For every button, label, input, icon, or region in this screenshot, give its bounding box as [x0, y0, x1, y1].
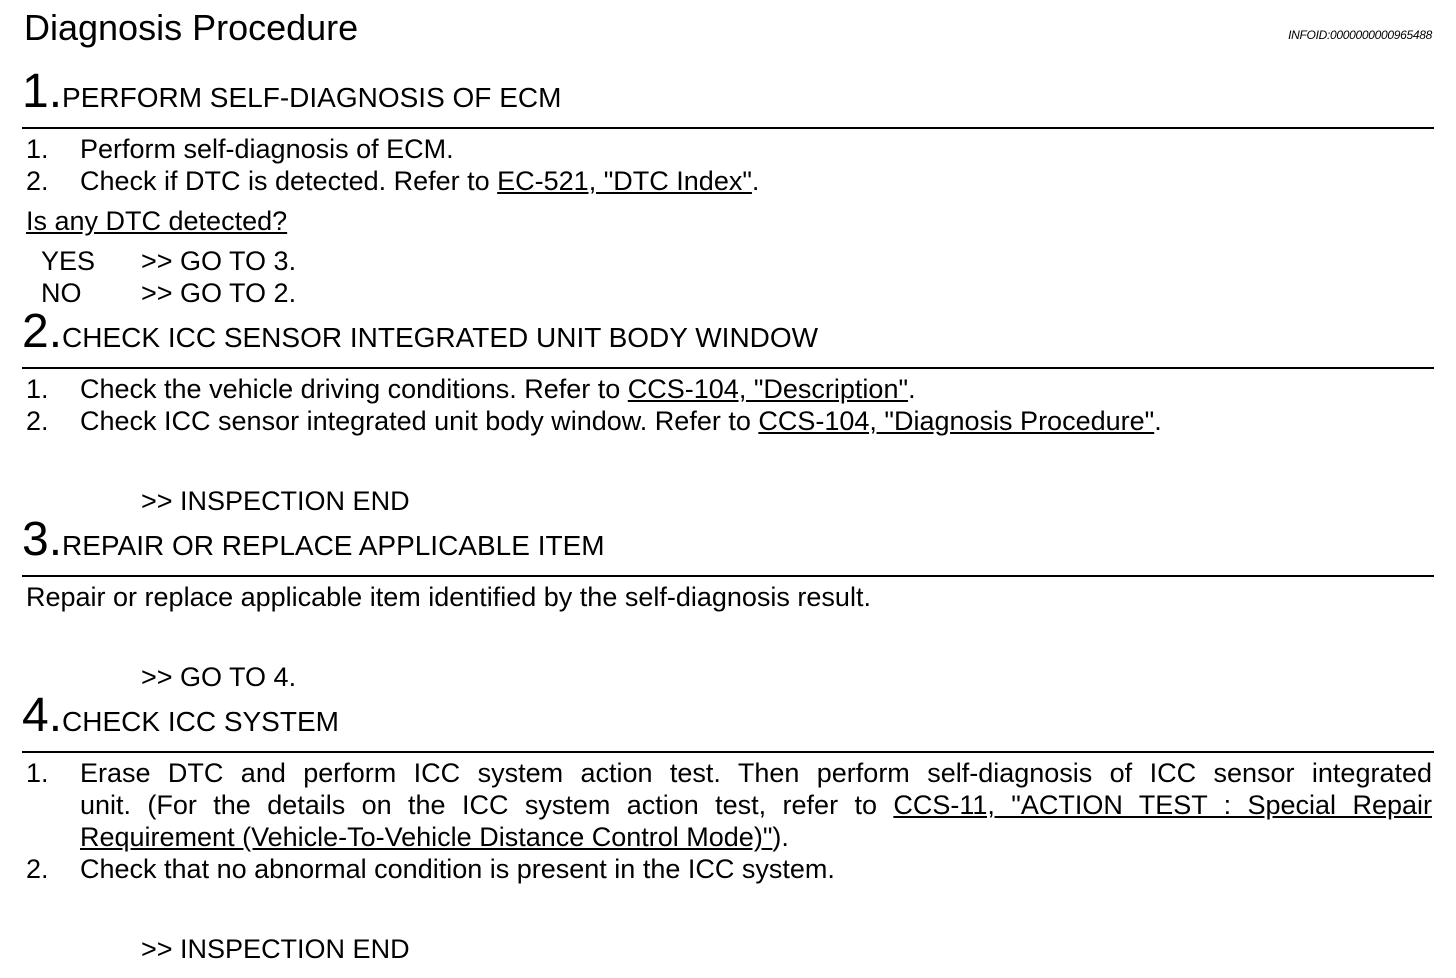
step-2-number: 2. — [22, 305, 63, 358]
step-1-item-2-suffix: . — [751, 166, 760, 196]
answer-no-label: NO — [41, 278, 82, 308]
step-3-title: REPAIR OR REPLACE APPLICABLE ITEM — [62, 530, 605, 561]
step-1-item-2-number: 2. — [26, 166, 49, 196]
link-ec-521-dtc-index[interactable]: EC-521, "DTC Index" — [497, 166, 752, 196]
step-1-number: 1. — [22, 65, 63, 118]
step-1-item-1-text: Perform self-diagnosis of ECM. — [80, 134, 454, 164]
step-4-item-2-text: Check that no abnormal condition is present in the ICC system. — [80, 854, 835, 884]
step-3-divider — [22, 575, 1434, 577]
step-2-item-2-suffix: . — [1154, 406, 1162, 436]
step-2-result: >> INSPECTION END — [141, 486, 410, 516]
answer-no-action: >> GO TO 2. — [141, 278, 297, 308]
step-4-title: CHECK ICC SYSTEM — [62, 706, 339, 737]
step-1-item-1-number: 1. — [26, 134, 49, 164]
step-1-heading — [22, 66, 561, 118]
link-ccs-11-action-test[interactable]: CCS-11, "ACTION TEST : Special Repair — [893, 790, 1432, 820]
step-4-item-1-line-1: Erase DTC and perform ICC system action test. Then perform self-diagnosis of ICC sensor integrated — [80, 758, 1432, 788]
step-4-item-1-line-3-suffix: ). — [772, 822, 789, 852]
step-1-divider — [22, 127, 1434, 129]
step-1-item-2-text — [80, 165, 759, 197]
answer-yes-label: YES — [41, 246, 96, 276]
step-4-heading — [22, 690, 339, 742]
step-4-item-1-line-3 — [80, 821, 789, 853]
step-4-item-2-number: 2. — [26, 854, 49, 884]
link-ccs-104-description[interactable]: CCS-104, "Description" — [627, 374, 909, 404]
step-3-body: Repair or replace applicable item identified by the self-diagnosis result. — [26, 582, 871, 612]
page-title: Diagnosis Procedure — [24, 7, 359, 48]
step-2-title: CHECK ICC SENSOR INTEGRATED UNIT BODY WINDOW — [62, 322, 819, 353]
step-3-heading — [22, 514, 605, 566]
step-3-result: >> GO TO 4. — [141, 662, 297, 692]
link-ccs-11-action-test-continued[interactable]: Requirement (Vehicle-To-Vehicle Distance Control Mode)" — [80, 822, 773, 852]
step-2-divider — [22, 367, 1434, 369]
answer-yes-action: >> GO TO 3. — [141, 246, 297, 276]
step-1-title: PERFORM SELF-DIAGNOSIS OF ECM — [62, 82, 562, 113]
step-2-item-1-number: 1. — [26, 374, 49, 404]
step-1-item-2-prefix: Check if DTC is detected. Refer to — [80, 166, 498, 196]
step-2-item-1-text — [80, 373, 916, 405]
step-4-item-1-line-2 — [80, 789, 1432, 821]
step-2-item-2-text — [80, 405, 1162, 437]
step-2-heading — [22, 306, 818, 358]
step-3-number: 3. — [22, 513, 63, 566]
step-4-divider — [22, 751, 1434, 753]
step-4-number: 4. — [22, 689, 63, 742]
step-2-item-1-suffix: . — [908, 374, 916, 404]
step-2-item-2-number: 2. — [26, 406, 49, 436]
step-4-item-1-line-2-prefix: unit. (For the details on the ICC system action test, refer to — [80, 790, 894, 820]
step-2-item-1-prefix: Check the vehicle driving conditions. Refer to — [80, 374, 628, 404]
step-4-item-1-number: 1. — [26, 758, 49, 788]
step-2-item-2-prefix: Check ICC sensor integrated unit body window. Refer to — [80, 406, 759, 436]
step-4-result: >> INSPECTION END — [141, 934, 410, 964]
info-id: INFOID:0000000000965488 — [1288, 28, 1432, 42]
link-ccs-104-diagnosis-procedure[interactable]: CCS-104, "Diagnosis Procedure" — [758, 406, 1155, 436]
step-1-question: Is any DTC detected? — [26, 206, 288, 236]
